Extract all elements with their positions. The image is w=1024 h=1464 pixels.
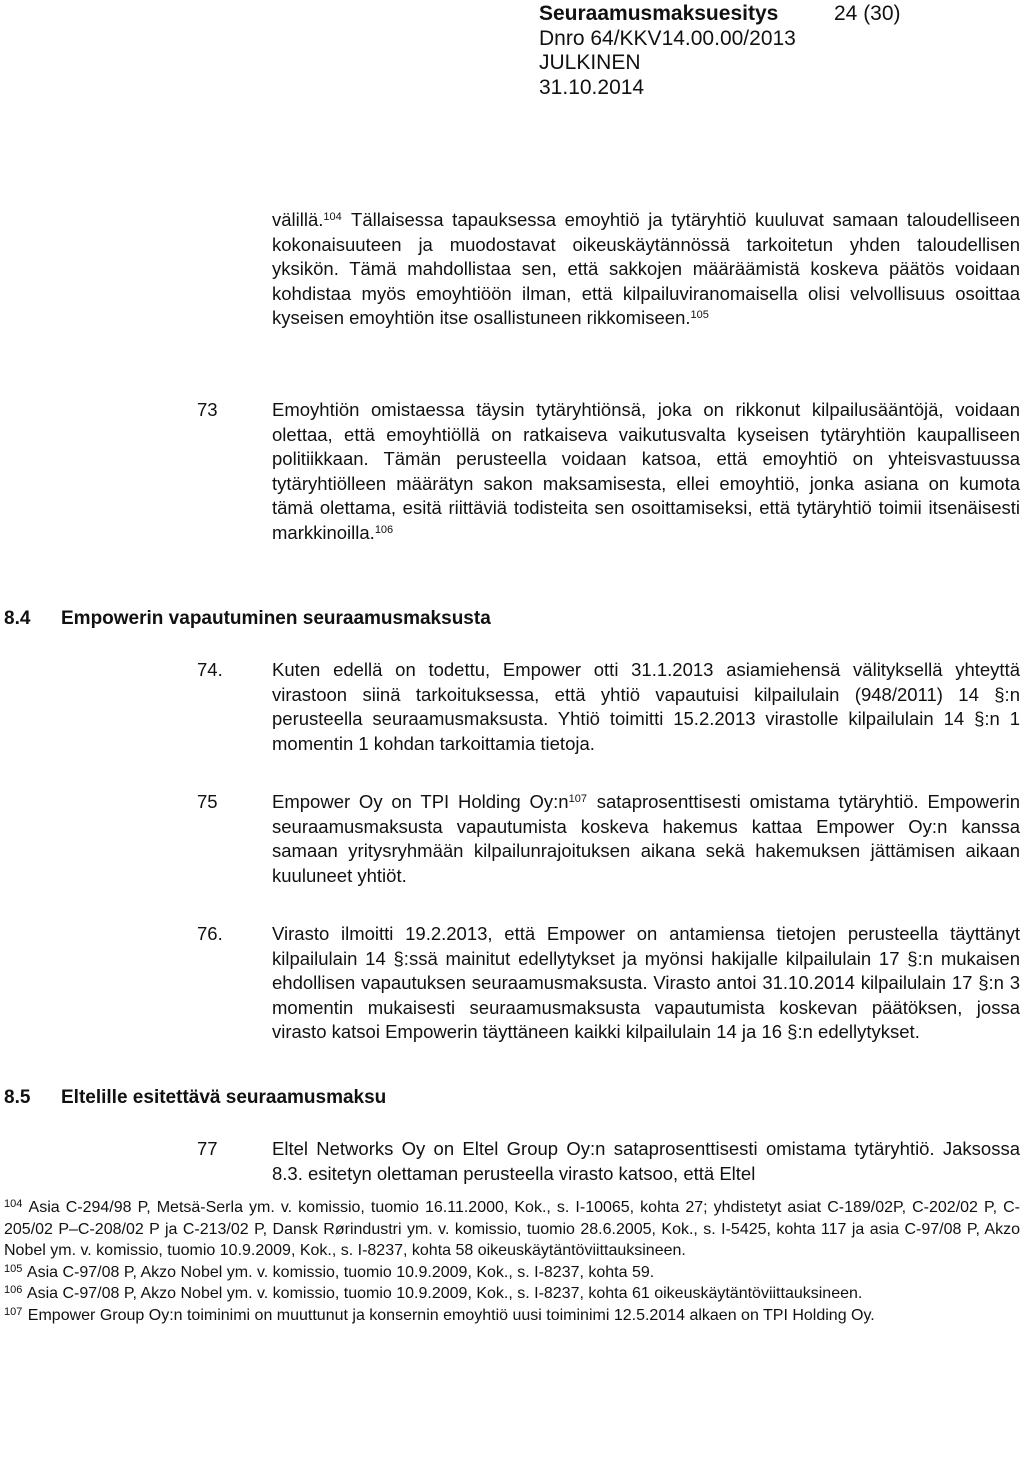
document-number: Dnro 64/KKV14.00.00/2013 [539, 26, 796, 50]
document-title: Seuraamusmaksuesitys [539, 2, 779, 25]
section-title: Empowerin vapautuminen seuraamusmaksusta [61, 608, 491, 629]
paragraph-number: 74. [197, 659, 223, 680]
section-heading-8-4 [4, 607, 491, 631]
section-title: Eltelille esitettävä seuraamusmaksu [61, 1087, 387, 1108]
footnote-number: 105 [4, 1262, 23, 1275]
document-date: 31.10.2014 [539, 75, 645, 99]
paragraph-text: välillä. [272, 209, 324, 230]
paragraph-text: Empower Oy on TPI Holding Oy:n [272, 791, 569, 812]
footnote-text: Empower Group Oy:n toiminimi on muuttunut ja konsernin emoyhtiö uusi toiminimi 12.5.2014 alkaen on TPI Holding Oy. [23, 1306, 875, 1324]
paragraph-number: 76. [197, 923, 223, 944]
footnote-number: 107 [4, 1305, 23, 1318]
footnote-ref: 104 [323, 211, 342, 223]
publicity-status: JULKINEN [539, 51, 641, 74]
footnote-number: 106 [4, 1284, 23, 1297]
section-heading-8-5 [4, 1086, 386, 1110]
page-header [539, 2, 1019, 100]
footnote-ref: 106 [374, 523, 394, 536]
footnote-ref: 107 [568, 793, 587, 805]
footnote [4, 1283, 1020, 1305]
footnote-text: Asia C-294/98 P, Metsä-Serla ym. v. komissio, tuomio 16.11.2000, Kok., s. I-10065, kohta 27; yhdistetyt asiat C-189/02P, C-202/02 P, C-205/02 P–C-208/02 P ja C-213/02 P, Dansk Rørindustri ym. v. komissio, tuomio 28.6.2005, Kok., s. I-5425, kohta 117 ja asia C-97/08 P, Akzo Nobel ym. v. komissio, tuomio 10.9.2009, Kok., s. I-8237, kohta 58 oikeuskäytäntöviittauksineen. [4, 1199, 1020, 1260]
paragraph-text: Kuten edellä on todettu, Empower otti 31.1.2013 asiamiehensä välityksellä yhteyttä virastoon siinä tarkoituksessa, että yhtiö vapautuisi kilpailulain (948/2011) 14 §:n perusteella seuraamusmaksusta. Yhtiö toimitti 15.2.2013 virastolle kilpailulain 14 §:n 1 momentin 1 kohdan tarkoittamia tietoja. [272, 659, 1020, 754]
paragraph-text: Emoyhtiön omistaessa täysin tytäryhtiönsä, joka on rikkonut kilpailusääntöjä, voidaan olettaa, että emoyhtiöllä on ratkaiseva vaikutusvalta kyseisen tytäryhtiön kaupalliseen politiikkaan. Tämän perusteella voidaan katsoa, että emoyhtiö on yhteisvastuussa tytäryhtiölleen määrätyn sakon maksamisesta, ellei emoyhtiö, jonka asiana on kumota tämä olettama, esitä riittäviä todisteita sen osoittamiseksi, että tytäryhtiö toimii itsenäisesti markkinoilla. [272, 399, 1020, 543]
paragraph-74 [272, 658, 1020, 756]
section-number: 8.4 [4, 608, 31, 629]
page-number: 24 (30) [834, 2, 901, 25]
paragraph-text: Eltel Networks Oy on Eltel Group Oy:n sataprosenttisesti omistama tytäryhtiö. Jaksossa 8.3. esitetyn olettaman perusteella virasto katsoo, että Eltel [272, 1138, 1020, 1184]
footnote [4, 1197, 1020, 1262]
footnote-text: Asia C-97/08 P, Akzo Nobel ym. v. komissio, tuomio 10.9.2009, Kok., s. I-8237, kohta 61 oikeuskäytäntöviittauksineen. [23, 1285, 863, 1303]
paragraph-76 [272, 922, 1020, 1045]
footnote [4, 1305, 1020, 1327]
paragraph-77 [272, 1137, 1020, 1186]
paragraph-75 [272, 790, 1020, 888]
paragraph-text: sataprosenttisesti omistama tytäryhtiö. Empowerin seuraamusmaksusta vapautumista koskeva hakemus kattaa Empower Oy:n kanssa samaan yritysryhmään kilpailunrajoituksen aikana sekä hakemuksen jättämisen aikaan kuuluneet yhtiöt. [272, 791, 1020, 886]
paragraph-number: 73 [197, 399, 218, 420]
paragraph-text: Virasto ilmoitti 19.2.2013, että Empower on antamiensa tietojen perusteella täyttänyt kilpailulain 14 §:ssä mainitut edellytykset ja myönsi hakijalle kilpailulain 17 §:n mukaisen ehdollisen vapautuksen seuraamusmaksusta. Virasto antoi 31.10.2014 kilpailulain 17 §:n 3 momentin mukaisesti seuraamusmaksusta vapautumista koskevan päätöksen, jossa virasto katsoi Empowerin täyttäneen kaikki kilpailulain 14 ja 16 §:n edellytykset. [272, 923, 1020, 1043]
paragraph-number: 77 [197, 1138, 218, 1159]
footnote-number: 104 [4, 1198, 23, 1210]
section-number: 8.5 [4, 1087, 31, 1108]
paragraph-continuation [272, 208, 1020, 331]
header-top-row [539, 2, 1019, 27]
footnote [4, 1262, 1020, 1284]
paragraph-text: Tällaisessa tapauksessa emoyhtiö ja tytäryhtiö kuuluvat samaan taloudelliseen kokonaisuuteen ja muodostavat oikeuskäytännössä tarkoitetun yhden taloudellisen yksikön. Tämä mahdollistaa sen, että sakkojen määräämistä koskeva päätös voidaan kohdistaa myös emoyhtiöön ilman, että kilpailuviranomaisella olisi velvollisuus osoittaa kyseisen emoyhtiön itse osallistuneen rikkomiseen. [272, 209, 1020, 329]
footnote-ref: 105 [690, 309, 709, 322]
footnotes [4, 1197, 1020, 1327]
footnote-text: Asia C-97/08 P, Akzo Nobel ym. v. komissio, tuomio 10.9.2009, Kok., s. I-8237, kohta 59. [23, 1263, 655, 1281]
paragraph-73 [272, 398, 1020, 546]
paragraph-number: 75 [197, 791, 218, 812]
